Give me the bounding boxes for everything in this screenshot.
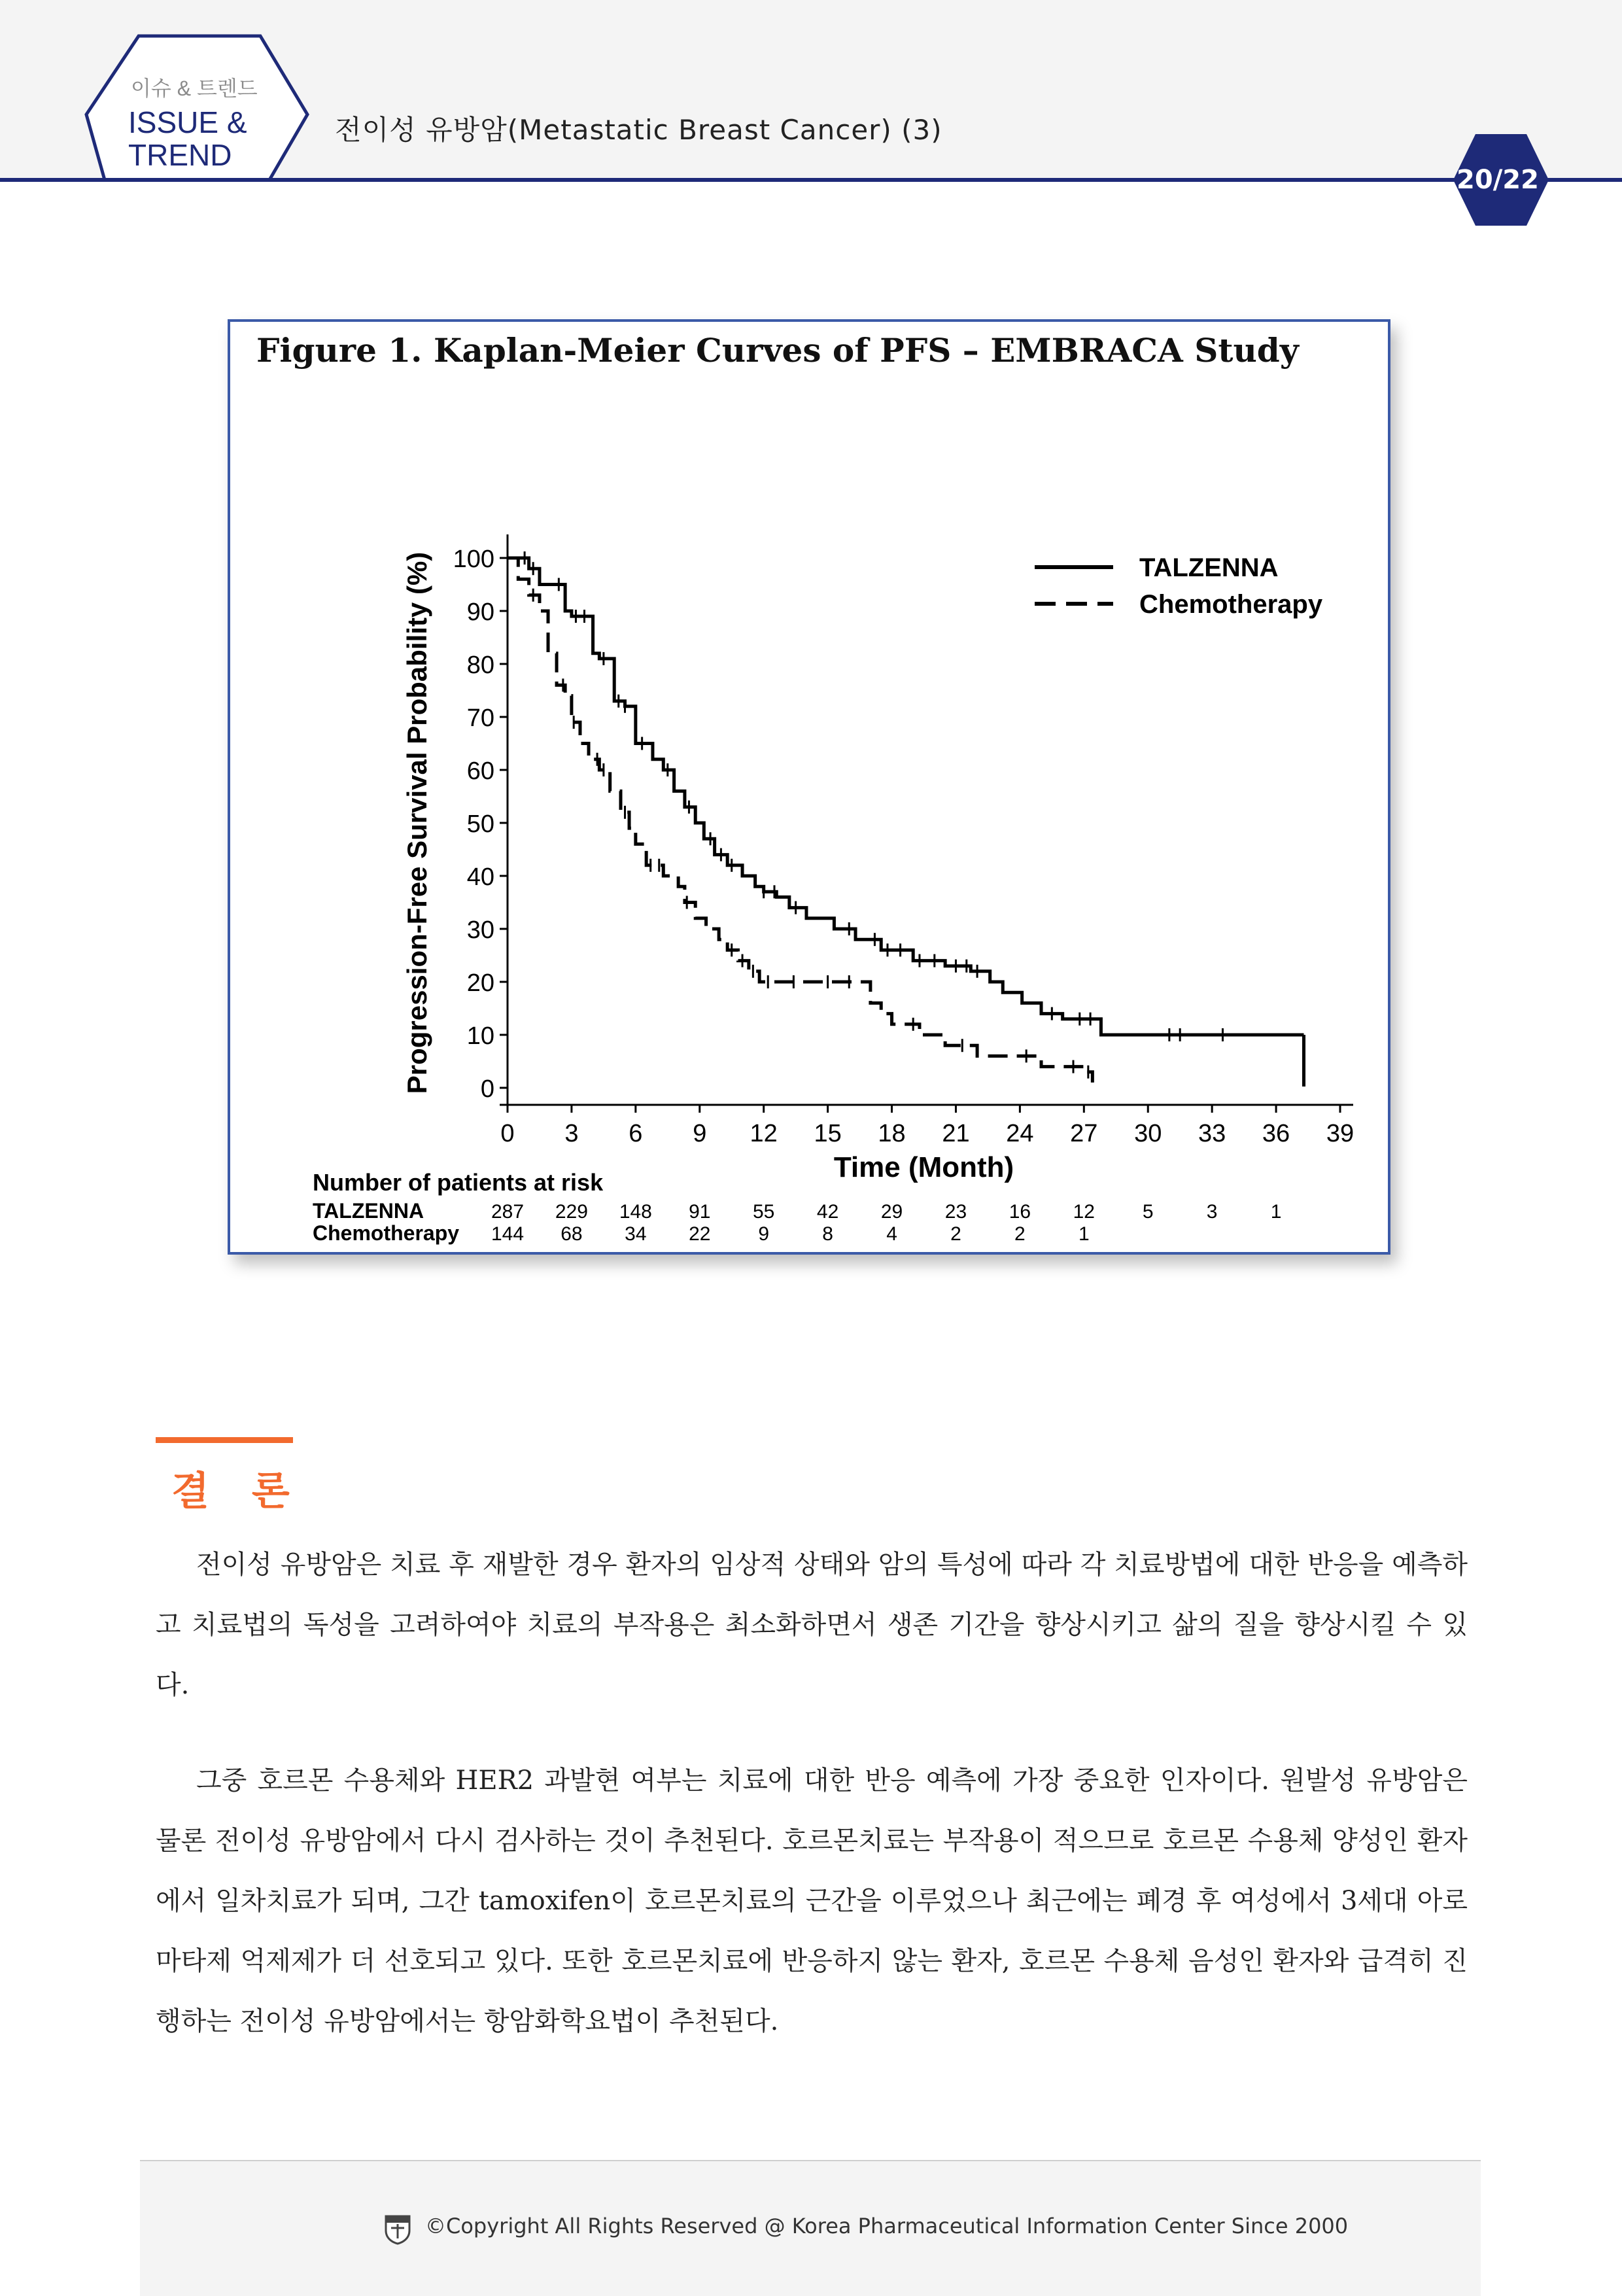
issue-label-en [128,106,247,171]
x-tick-label: 0 [500,1120,515,1147]
risk-count: 4 [886,1223,897,1245]
section-title: 결 론 [171,1469,304,1514]
y-tick-label: 0 [480,1075,494,1103]
y-tick-label: 40 [466,863,494,891]
risk-count: 5 [1142,1201,1154,1223]
paragraph-2: 그중 호르몬 수용체와 HER2 과발현 여부는 치료에 대한 반응 예측에 가장 중요한 인자이다. 원발성 유방암은 물론 전이성 유방암에서 다시 검사하는 것이 추천된다. 호르몬치료는 부작용이 적으므로 호르몬 수용체 양성인 환자에서 일차치료가 되며, 그간 tamoxifen이 호르몬치료의 근간을 이루었으나 최근에는 폐경 후 여성에서 3세대 아로마타제 억제제가 더 선호되고 있다. 또한 호르몬치료에 반응하지 않는 환자, 호르몬 수용체 음성인 환자와 급격히 진행하는 전이성 유방암에서는 항암화학요법이 추천된다. [156,1765,1468,2036]
risk-row-label: Chemotherapy [313,1221,460,1245]
talzenna-curve [508,558,1304,1035]
risk-count: 12 [1073,1201,1095,1223]
risk-count: 23 [944,1201,967,1223]
x-tick-label: 30 [1134,1120,1162,1147]
x-tick-label: 21 [942,1120,970,1147]
page-number: 20/22 [1457,165,1539,195]
risk-count: 55 [753,1201,775,1223]
figure-box [228,319,1390,1255]
issue-label-line2: TREND [128,138,232,172]
risk-count: 22 [689,1223,711,1245]
issue-label-kr: 이슈 & 트렌드 [131,77,258,100]
risk-count: 29 [880,1201,903,1223]
risk-count: 16 [1009,1201,1031,1223]
x-tick-label: 12 [750,1120,778,1147]
risk-count: 9 [758,1223,770,1245]
risk-count: 42 [816,1201,839,1223]
y-tick-label: 50 [466,810,494,838]
km-chart [230,322,1388,1252]
risk-count: 287 [491,1201,525,1223]
y-axis-label: Progression-Free Survival Probability (%) [402,551,432,1094]
x-tick-label: 15 [814,1120,842,1147]
y-tick-label: 100 [453,546,494,573]
crest-icon [383,2214,412,2245]
risk-count: 8 [822,1223,833,1245]
y-tick-label: 10 [466,1022,494,1050]
y-tick-label: 20 [466,969,494,997]
legend-label: Chemotherapy [1139,590,1323,619]
risk-row-label: TALZENNA [313,1199,424,1223]
chart-curves [508,551,1304,1087]
figure-title: Figure 1. Kaplan-Meier Curves of PFS – EMBRACA Study [256,331,1299,370]
copyright-text: ©Copyright All Rights Reserved @ Korea Pharmaceutical Information Center Since 2000 [425,2214,1349,2238]
chemotherapy-curve [508,558,1092,1083]
risk-count: 229 [555,1201,588,1223]
y-tick-label: 80 [466,652,494,679]
risk-count: 1 [1078,1223,1090,1245]
x-tick-label: 36 [1262,1120,1290,1147]
header-title: 전이성 유방암(Metastatic Breast Cancer) (3) [335,114,942,146]
issue-label-line1: ISSUE & [128,105,247,139]
risk-count: 68 [561,1223,583,1245]
risk-count: 1 [1270,1201,1282,1223]
risk-count: 2 [950,1223,961,1245]
y-tick-label: 60 [466,757,494,785]
risk-count: 91 [689,1201,711,1223]
section-accent-bar [156,1437,293,1443]
x-tick-label: 18 [878,1120,906,1147]
chart-legend [1035,553,1323,619]
risk-count: 34 [625,1223,647,1245]
x-tick-label: 3 [564,1120,579,1147]
risk-count: 148 [619,1201,652,1223]
y-tick-label: 30 [466,916,494,944]
y-tick-label: 70 [466,704,494,732]
risk-count: 144 [491,1223,525,1245]
x-tick-label: 9 [693,1120,707,1147]
x-tick-label: 27 [1070,1120,1098,1147]
paragraph-1: 전이성 유방암은 치료 후 재발한 경우 환자의 임상적 상태와 암의 특성에 따라 각 치료방법에 대한 반응을 예측하고 치료법의 독성을 고려하여야 치료의 부작용은 최소화하면서 생존 기간을 향상시키고 삶의 질을 향상시킬 수 있다. [156,1550,1468,1700]
x-tick-label: 24 [1006,1120,1034,1147]
legend-label: TALZENNA [1139,553,1279,582]
risk-table [313,1169,1281,1245]
risk-count: 2 [1014,1223,1026,1245]
x-tick-label: 6 [629,1120,643,1147]
x-tick-label: 33 [1198,1120,1226,1147]
y-tick-label: 90 [466,599,494,626]
x-axis-label: Time (Month) [833,1151,1014,1183]
risk-table-header: Number of patients at risk [313,1169,604,1196]
risk-count: 3 [1206,1201,1218,1223]
chart-axes [402,534,1354,1183]
x-tick-label: 39 [1326,1120,1355,1147]
